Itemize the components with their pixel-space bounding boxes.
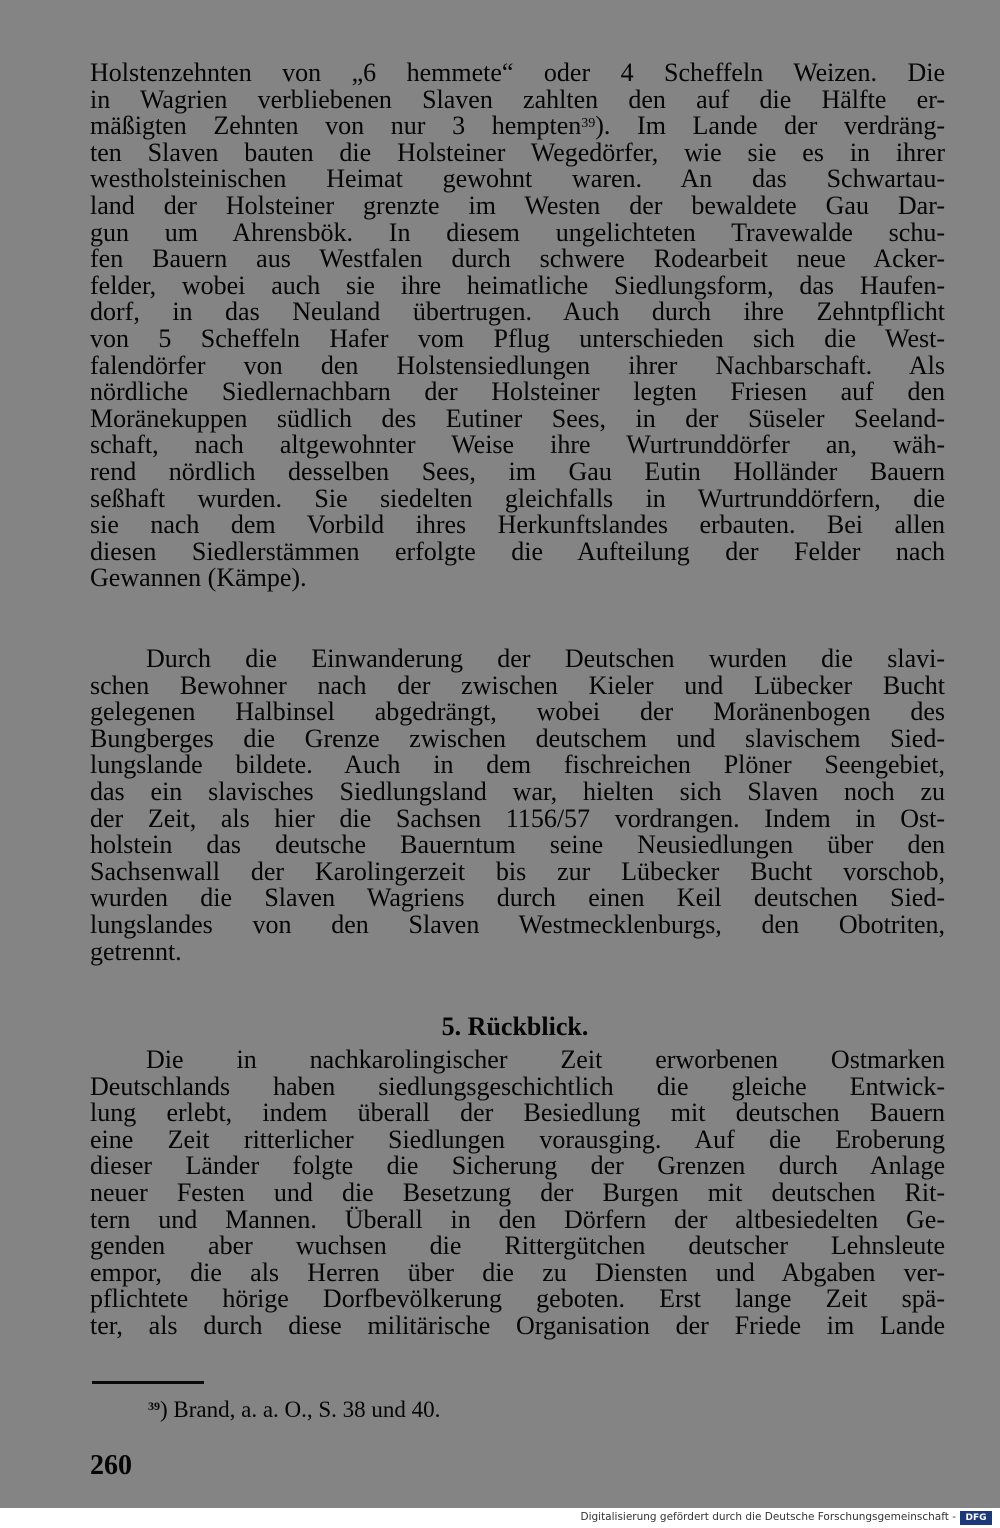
text-line: ter, als durch diese militärische Organisation der Friede im Lande [90,1310,945,1340]
footnote-marker: 39 [148,1399,160,1413]
text-line: tern und Mannen. Überall in den Dörfern der altbesiedelten Ge- [90,1204,945,1234]
text-line: gun um Ahrensbök. In diesem ungelichteten Travewalde schu- [90,217,945,247]
text-line: neuer Festen und die Besetzung der Burgen mit deutschen Rit- [90,1177,945,1207]
text-line: das ein slavisches Siedlungsland war, hielten sich Slaven noch zu [90,776,945,806]
text-line: genden aber wuchsen die Rittergütchen deutscher Lehnsleute [90,1231,945,1261]
text-line: diesen Siedlerstämmen erfolgte die Aufteilung der Felder nach [90,536,945,566]
text-line: fen Bauern aus Westfalen durch schwere Rodearbeit neue Acker- [90,244,945,274]
text-line: ten Slaven bauten die Holsteiner Wegedörfer, wie sie es in ihrer [90,137,945,167]
text-segment: mäßigten Zehnten von nur 3 hempten [90,111,582,141]
text-line: sie nach dem Vorbild ihres Herkunftslandes erbauten. Bei allen [90,510,945,540]
paragraph-1 [90,60,945,592]
footnote-text: ) Brand, a. a. O., S. 38 und 40. [160,1397,441,1422]
text-line: lungslande bildete. Auch in dem fischreichen Plöner Seengebiet, [90,750,945,780]
footnote-divider [92,1381,204,1384]
text-line: land der Holsteiner grenzte im Westen der bewaldete Gau Dar- [90,190,945,220]
text-line: westholsteinischen Heimat gewohnt waren. An das Schwartau- [90,164,945,194]
text-line: eine Zeit ritterlicher Siedlungen vorausging. Auf die Eroberung [90,1124,945,1154]
text-line: Durch die Einwanderung der Deutschen wurden die slavi- [146,644,945,673]
text-line: empor, die als Herren über die zu Diensten und Abgaben ver- [90,1257,945,1287]
text-line: dieser Länder folgte die Sicherung der Grenzen durch Anlage [90,1151,945,1181]
text-line: nördliche Siedlernachbarn der Holsteiner legten Friesen auf den [90,377,945,407]
text-line: felder, wobei auch sie ihre heimatliche Siedlungsform, das Haufen- [90,270,945,300]
text-line: lung erlebt, indem überall der Besiedlung mit deutschen Bauern [90,1098,945,1128]
paragraph-3 [90,1047,945,1340]
text-line: falendörfer von den Holstensiedlungen ihrer Nachbarschaft. Als [90,350,945,380]
text-line: schaft, nach altgewohnter Weise ihre Wurtrunddörfer an, wäh- [90,430,945,460]
text-line: dorf, in das Neuland übertrugen. Auch durch ihre Zehntpflicht [90,297,945,327]
text-line: Die in nachkarolingischer Zeit erworbenen Ostmarken [146,1045,945,1074]
text-line: rend nördlich desselben Sees, im Gau Eutin Holländer Bauern [90,456,945,486]
text-line: Deutschlands haben siedlungsgeschichtlich die gleiche Entwick- [90,1071,945,1101]
text-line: Bungberges die Grenze zwischen deutschem und slavischem Sied- [90,723,945,753]
text-line: gelegenen Halbinsel abgedrängt, wobei der Moränenbogen des [90,697,945,727]
footnote-reference: 39 [581,116,596,132]
text-line: seßhaft wurden. Sie siedelten gleichfalls in Wurtrunddörfern, die [90,483,945,513]
text-line: der Zeit, als hier die Sachsen 1156/57 vordrangen. Indem in Ost- [90,803,945,833]
text-line: getrennt. [90,936,182,966]
credit-text: Digitalisierung gefördert durch die Deutsche Forschungsgemeinschaft - [580,1511,956,1523]
dfg-logo: DFG [960,1511,992,1525]
paragraph-2 [90,646,945,965]
text-segment: ). Im Lande der verdräng- [595,111,945,141]
section-heading: 5. Rückblick. [441,1012,589,1041]
text-line: Holstenzehnten von „6 hemmete“ oder 4 Scheffeln Weizen. Die [90,58,945,87]
text-line: Sachsenwall der Karolingerzeit bis zur Lübecker Bucht vorschob, [90,856,945,886]
text-line: wurden die Slaven Wagriens durch einen Keil deutschen Sied- [90,883,945,913]
text-line: lungslandes von den Slaven Westmecklenburgs, den Obotriten, [90,909,945,939]
text-line: holstein das deutsche Bauerntum seine Neusiedlungen über den [90,830,945,860]
text-line: schen Bewohner nach der zwischen Kieler und Lübecker Bucht [90,670,945,700]
credit-bar [0,1508,1000,1528]
text-line: Moränekuppen südlich des Eutiner Sees, in der Süseler Seeland- [90,403,945,433]
text-line: Gewannen (Kämpe). [90,563,307,593]
text-line: pflichtete hörige Dorfbevölkerung geboten. Erst lange Zeit spä- [90,1284,945,1314]
text-line-with-footnote-ref [90,113,945,140]
text-line: von 5 Scheffeln Hafer vom Pflug unterschieden sich die West- [90,323,945,353]
footnote [148,1397,440,1423]
page-number: 260 [90,1450,132,1481]
text-line: in Wagrien verbliebenen Slaven zahlten den auf die Hälfte er- [90,84,945,114]
